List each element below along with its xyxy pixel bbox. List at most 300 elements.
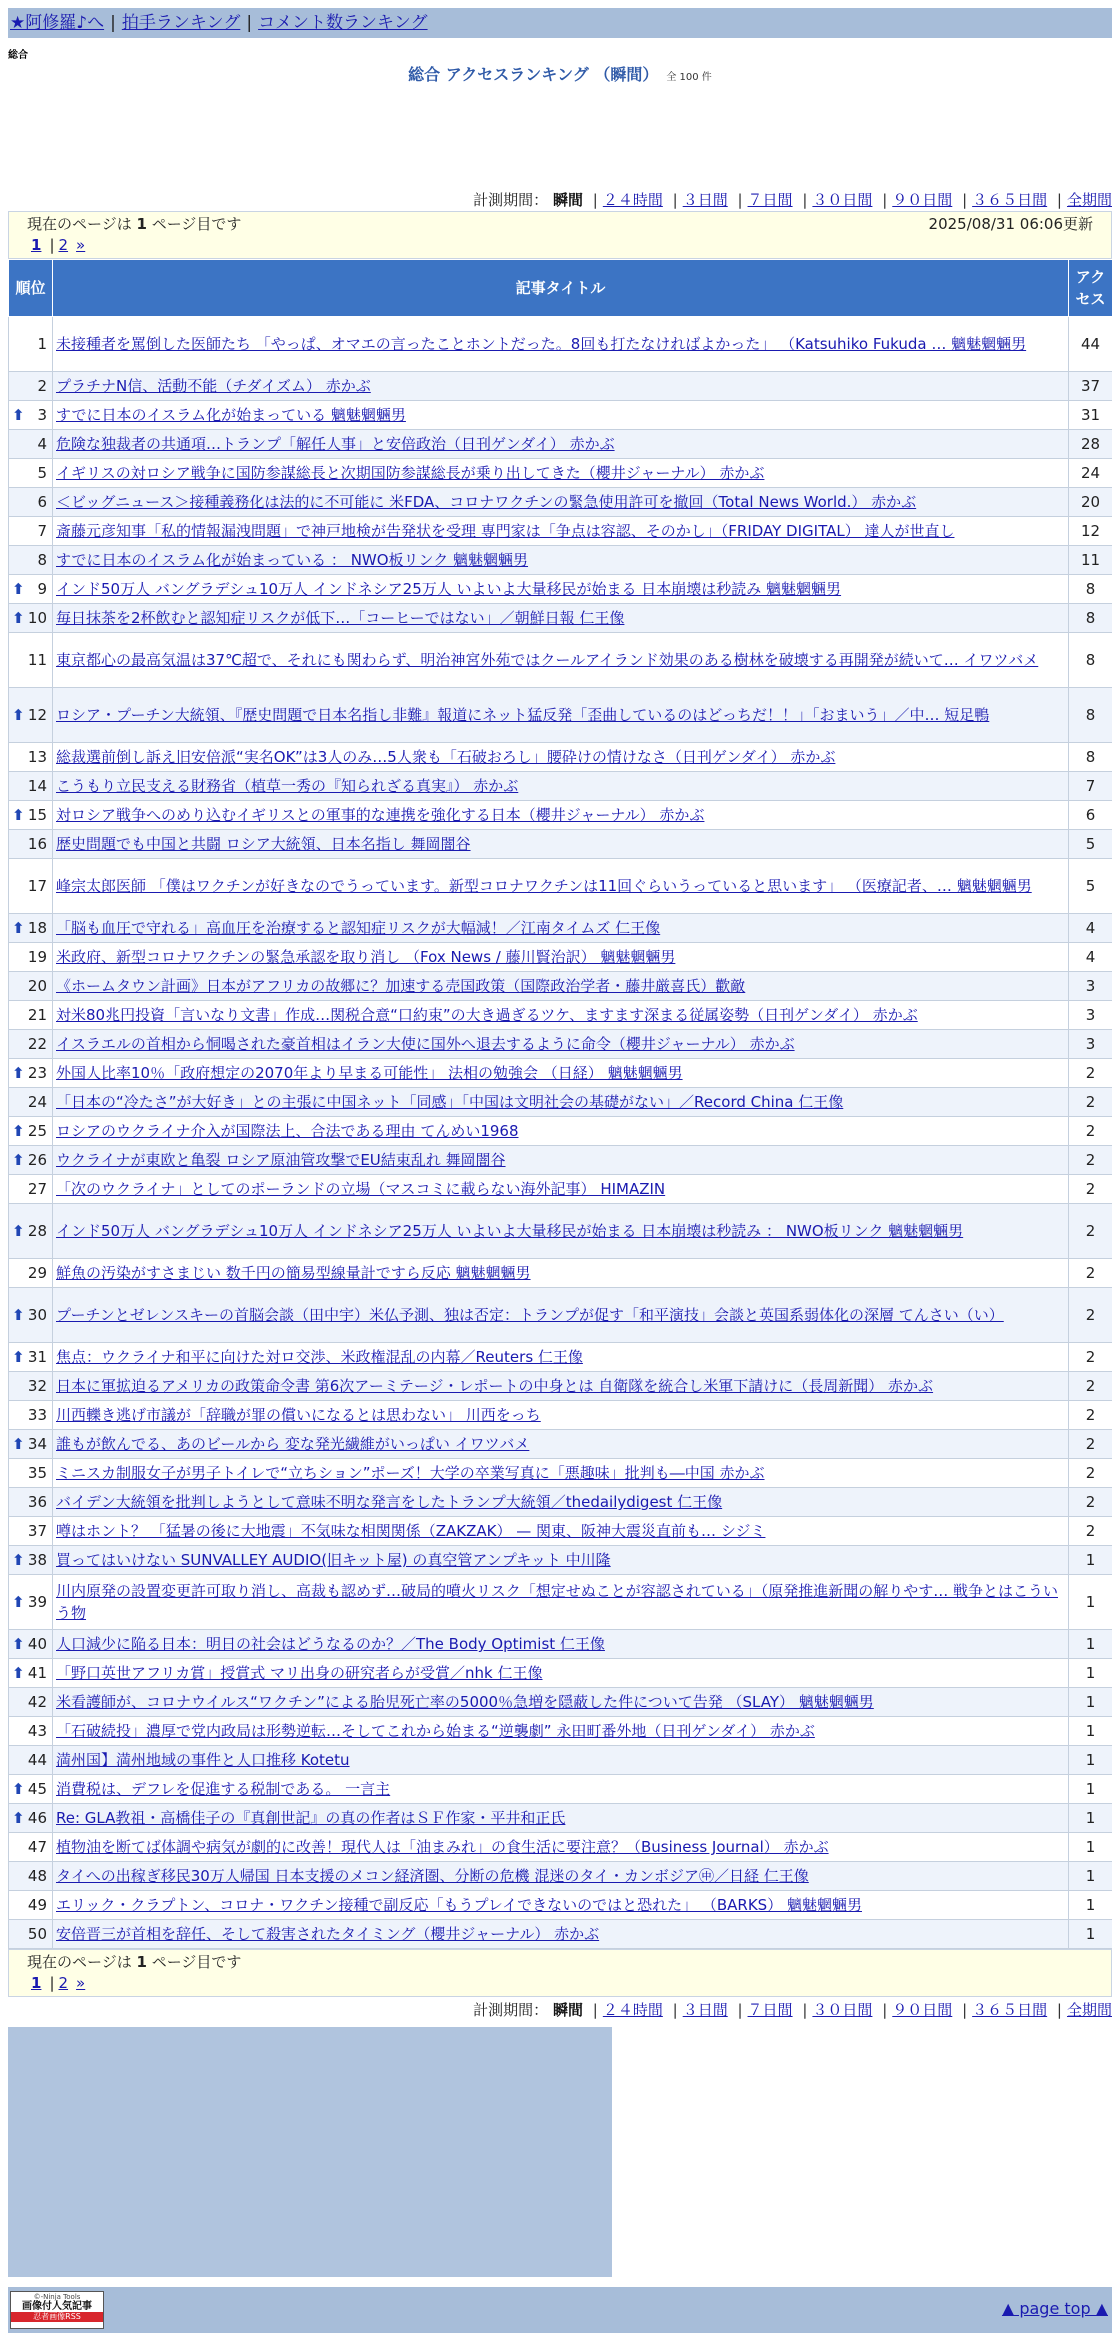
period-separator: | xyxy=(673,191,678,209)
rank-up-arrow-icon: ⬆ xyxy=(12,607,25,629)
ranking-row xyxy=(9,1001,1112,1030)
access-count: 2 xyxy=(1069,1288,1112,1343)
pager-top xyxy=(8,211,1112,259)
article-link[interactable]: 「野口英世アフリカ賞」授賞式 マリ出身の研究者らが受賞／nhk 仁王像 xyxy=(56,1664,543,1682)
rank-cell xyxy=(9,1001,53,1030)
access-count: 3 xyxy=(1069,1030,1112,1059)
rank-cell xyxy=(9,459,53,488)
period-90d-link[interactable]: ９０日間 xyxy=(892,191,952,209)
article-link[interactable]: 満州国】満州地域の事件と人口推移 Kotetu xyxy=(56,1751,350,1769)
access-count: 2 xyxy=(1069,1204,1112,1259)
ranking-row xyxy=(9,1862,1112,1891)
article-link[interactable]: 未接種者を罵倒した医師たち 「やっぱ、オマエの言ったことホントだった。8回も打たなければよかった」 （Katsuhiko Fukuda … 魑魅魍魎男 xyxy=(56,335,1026,353)
rank-cell xyxy=(9,517,53,546)
col-access-header: アクセス xyxy=(1069,260,1112,317)
rank-up-arrow-icon: ⬆ xyxy=(12,404,25,426)
article-link[interactable]: 「次のウクライナ」としてのポーランドの立場（マスコミに載らない海外記事） HIMAZIN xyxy=(56,1180,665,1198)
access-count: 2 xyxy=(1069,1372,1112,1401)
article-link[interactable]: 日本に軍拡迫るアメリカの政策命令書 第6次アーミテージ・レポートの中身とは 自衛隊を統合し米軍下請けに（長周新聞） 赤かぶ xyxy=(56,1377,933,1395)
article-link[interactable]: インド50万人 バングラデシュ10万人 インドネシア25万人 いよいよ大量移民が始まる 日本崩壊は秒読み 魑魅魍魎男 xyxy=(56,580,841,598)
rank-cell xyxy=(9,1891,53,1920)
rank-number: 21 xyxy=(28,1006,47,1024)
rank-number: 19 xyxy=(28,948,47,966)
article-link[interactable]: ＜ビッグニュース＞接種義務化は法的に不可能に 米FDA、コロナワクチンの緊急使用許可を撤回（Total News World.） 赤かぶ xyxy=(56,493,916,511)
rank-cell xyxy=(9,1343,53,1372)
rank-cell xyxy=(9,1030,53,1059)
rank-up-arrow-icon: ⬆ xyxy=(12,1807,25,1829)
title-cell xyxy=(53,317,1069,372)
title-cell xyxy=(53,575,1069,604)
article-link[interactable]: ウクライナが東欧と亀裂 ロシア原油管攻撃でEU結束乱れ 舞岡闇谷 xyxy=(56,1151,506,1169)
rank-number: 24 xyxy=(28,1093,47,1111)
access-count: 4 xyxy=(1069,914,1112,943)
pager-page-number: 1 xyxy=(136,1953,146,1971)
article-link[interactable]: 対米80兆円投資「言いなり文書」作成…関税合意“口約束”の大き過ぎるツケ、ますます深まる従属姿勢（日刊ゲンダイ） 赤かぶ xyxy=(56,1006,918,1024)
rank-number: 47 xyxy=(28,1838,47,1856)
rank-number: 32 xyxy=(28,1377,47,1395)
rank-cell xyxy=(9,1488,53,1517)
rank-number: 22 xyxy=(28,1035,47,1053)
title-cell xyxy=(53,1175,1069,1204)
article-link[interactable]: インド50万人 バングラデシュ10万人 インドネシア25万人 いよいよ大量移民が始まる 日本崩壊は秒読み ： NWO板リンク 魑魅魍魎男 xyxy=(56,1222,963,1240)
article-link[interactable]: 「石破続投」濃厚で党内政局は形勢逆転…そしてこれから始まる“逆襲劇” 永田町番外地（日刊ゲンダイ） 赤かぶ xyxy=(56,1722,815,1740)
ranking-row xyxy=(9,688,1112,743)
access-count: 8 xyxy=(1069,604,1112,633)
period-365d-link[interactable]: ３６５日間 xyxy=(972,191,1047,209)
ranking-row xyxy=(9,1088,1112,1117)
ranking-row xyxy=(9,772,1112,801)
title-cell xyxy=(53,430,1069,459)
rank-number: 2 xyxy=(37,377,47,395)
rank-number: 31 xyxy=(28,1348,47,1366)
period-selector-bottom xyxy=(8,1999,1112,2021)
top-nav xyxy=(8,8,1112,38)
period-24h-link[interactable]: ２４時間 xyxy=(603,2001,663,2019)
ranking-row xyxy=(9,1688,1112,1717)
article-link[interactable]: バイデン大統領を批判しようとして意味不明な発言をしたトランプ大統領／thedailydigest 仁王像 xyxy=(56,1493,722,1511)
rank-cell xyxy=(9,1372,53,1401)
ninja-tools-logo[interactable] xyxy=(10,2291,104,2329)
page-2-link[interactable]: 2 xyxy=(59,236,69,254)
article-link[interactable]: 米看護師が、コロナウイルス“ワクチン”による胎児死亡率の5000％急増を隠蔽した件について告発 （SLAY） 魑魅魍魎男 xyxy=(56,1693,874,1711)
access-count: 8 xyxy=(1069,688,1112,743)
rank-up-arrow-icon: ⬆ xyxy=(12,1149,25,1171)
article-link[interactable]: 買ってはいけない SUNVALLEY AUDIO(旧キット屋) の真空管アンプキット 中川隆 xyxy=(56,1551,611,1569)
pager-separator: | xyxy=(49,1974,54,1992)
access-count: 1 xyxy=(1069,1575,1112,1630)
access-count: 8 xyxy=(1069,575,1112,604)
rank-cell xyxy=(9,1775,53,1804)
rank-cell xyxy=(9,1259,53,1288)
updated-timestamp: 2025/08/31 06:06更新 xyxy=(929,214,1093,235)
rank-cell xyxy=(9,317,53,372)
period-3d-link[interactable]: ３日間 xyxy=(683,191,728,209)
ranking-row xyxy=(9,575,1112,604)
access-count: 1 xyxy=(1069,1920,1112,1949)
period-30d-link[interactable]: ３０日間 xyxy=(812,191,872,209)
article-link[interactable]: 危険な独裁者の共通項…トランプ「解任人事」と安倍政治（日刊ゲンダイ） 赤かぶ xyxy=(56,435,615,453)
period-separator: | xyxy=(1057,2001,1062,2019)
rank-up-arrow-icon: ⬆ xyxy=(12,1220,25,1242)
access-count: 2 xyxy=(1069,1259,1112,1288)
access-count: 1 xyxy=(1069,1746,1112,1775)
rank-number: 17 xyxy=(28,877,47,895)
access-count: 1 xyxy=(1069,1775,1112,1804)
title-cell xyxy=(53,1146,1069,1175)
rank-number: 44 xyxy=(28,1751,47,1769)
applause-ranking-link[interactable]: 拍手ランキング xyxy=(122,13,241,33)
access-count: 1 xyxy=(1069,1688,1112,1717)
rank-number: 3 xyxy=(37,406,47,424)
article-link[interactable]: 鮮魚の汚染がすさまじい 数千円の簡易型線量計ですら反応 魑魅魍魎男 xyxy=(56,1264,531,1282)
ranking-row xyxy=(9,1030,1112,1059)
access-count: 28 xyxy=(1069,430,1112,459)
ranking-row xyxy=(9,1546,1112,1575)
ranking-row xyxy=(9,1920,1112,1949)
rank-cell xyxy=(9,1288,53,1343)
rank-cell xyxy=(9,575,53,604)
article-link[interactable]: ミニスカ制服女子が男子トイレで“立ちション”ポーズ！大学の卒業写真に「悪趣味」批判も―中国 赤かぶ xyxy=(56,1464,765,1482)
title-cell xyxy=(53,1459,1069,1488)
article-link[interactable]: 誰もが飲んでる、あのビールから 変な発光繊維がいっぱい イワツバメ xyxy=(56,1435,529,1453)
rank-number: 37 xyxy=(28,1522,47,1540)
title-cell xyxy=(53,546,1069,575)
access-count: 2 xyxy=(1069,1059,1112,1088)
rank-cell xyxy=(9,401,53,430)
period-90d-link[interactable]: ９０日間 xyxy=(892,2001,952,2019)
article-link[interactable]: エリック・クラプトン、コロナ・ワクチン接種で副反応「もうプレイできないのではと恐れた」 （BARKS） 魑魅魍魎男 xyxy=(56,1896,862,1914)
period-all-link[interactable]: 全期間 xyxy=(1067,2001,1112,2019)
article-link[interactable]: 歴史問題でも中国と共闘 ロシア大統領、日本名指し 舞岡闇谷 xyxy=(56,835,471,853)
period-365d-link[interactable]: ３６５日間 xyxy=(972,2001,1047,2019)
rank-cell xyxy=(9,1804,53,1833)
ranking-row xyxy=(9,1175,1112,1204)
rank-number: 40 xyxy=(28,1635,47,1653)
next-page-link[interactable]: » xyxy=(76,1974,85,1992)
ranking-row xyxy=(9,604,1112,633)
rank-number: 34 xyxy=(28,1435,47,1453)
article-link[interactable]: 対ロシア戦争へのめり込むイギリスとの軍事的な連携を強化する日本（櫻井ジャーナル） 赤かぶ xyxy=(56,806,704,824)
period-separator: | xyxy=(737,2001,742,2019)
rank-number: 29 xyxy=(28,1264,47,1282)
rank-cell xyxy=(9,801,53,830)
rank-number: 39 xyxy=(28,1593,47,1611)
article-link[interactable]: 「脳も血圧で守れる」高血圧を治療すると認知症リスクが大幅減！／江南タイムズ 仁王像 xyxy=(56,919,660,937)
footer-bar xyxy=(8,2287,1112,2333)
period-separator: | xyxy=(962,191,967,209)
rank-cell xyxy=(9,1117,53,1146)
rank-number: 14 xyxy=(28,777,47,795)
access-count: 2 xyxy=(1069,1430,1112,1459)
rank-number: 38 xyxy=(28,1551,47,1569)
ranking-row xyxy=(9,1630,1112,1659)
rank-number: 11 xyxy=(28,651,47,669)
access-count: 11 xyxy=(1069,546,1112,575)
article-link[interactable]: 消費税は、デフレを促進する税制である。 一言主 xyxy=(56,1780,390,1798)
logo-line-2: 画像付人気記事 xyxy=(11,2302,103,2312)
ranking-heading: 総合 アクセスランキング （瞬間） xyxy=(408,65,658,84)
article-link[interactable]: プラチナN信、活動不能（チダイズム） 赤かぶ xyxy=(56,377,371,395)
access-count: 2 xyxy=(1069,1146,1112,1175)
title-cell xyxy=(53,1372,1069,1401)
page xyxy=(8,8,1112,2333)
ranking-row xyxy=(9,1146,1112,1175)
period-all-link[interactable]: 全期間 xyxy=(1067,191,1112,209)
article-link[interactable]: 峰宗太郎医師 「僕はワクチンが好きなのでうっています。新型コロナワクチンは11回ぐらいうっていると思います」 （医療記者、… 魑魅魍魎男 xyxy=(56,877,1032,895)
period-label: 計測期間： xyxy=(473,2001,548,2019)
title-cell xyxy=(53,1517,1069,1546)
ranking-row xyxy=(9,1575,1112,1630)
ranking-row xyxy=(9,1746,1112,1775)
article-link[interactable]: 噂はホント？ 「猛暑の後に大地震」不気味な相関関係（ZAKZAK） — 関東、阪神大震災直前も… シジミ xyxy=(56,1522,765,1540)
article-link[interactable]: 外国人比率10％「政府想定の2070年より早まる可能性」 法相の勉強会 （日経） 魑魅魍魎男 xyxy=(56,1064,683,1082)
ranking-row xyxy=(9,401,1112,430)
rank-cell xyxy=(9,914,53,943)
article-link[interactable]: 植物油を断てば体調や病気が劇的に改善！現代人は「油まみれ」の食生活に要注意？（Business Journal） 赤かぶ xyxy=(56,1838,829,1856)
rank-up-arrow-icon: ⬆ xyxy=(12,578,25,600)
home-link[interactable]: ★阿修羅♪へ xyxy=(10,13,104,33)
access-count: 1 xyxy=(1069,1833,1112,1862)
page-links xyxy=(27,235,1093,256)
ranking-row xyxy=(9,1401,1112,1430)
article-link[interactable]: 斎藤元彦知事「私的情報漏洩問題」で神戸地検が告発状を受理 専門家は「争点は容認、そのかし」（FRIDAY DIGITAL） 達人が世直し xyxy=(56,522,954,540)
ranking-row xyxy=(9,1259,1112,1288)
ranking-row xyxy=(9,830,1112,859)
rank-cell xyxy=(9,1401,53,1430)
article-link[interactable]: 「日本の“冷たさ”が大好き」との主張に中国ネット「同感」「中国は文明社会の基礎がない」／Record China 仁王像 xyxy=(56,1093,843,1111)
article-link[interactable]: Re: GLA教祖・高橋佳子の『真創世記』の真の作者はＳＦ作家・平井和正氏 xyxy=(56,1809,565,1827)
current-page-text xyxy=(27,214,241,235)
total-count: 全 100 件 xyxy=(666,72,711,83)
rank-cell xyxy=(9,1717,53,1746)
ranking-row xyxy=(9,1459,1112,1488)
rank-up-arrow-icon: ⬆ xyxy=(12,1433,25,1455)
access-count: 2 xyxy=(1069,1343,1112,1372)
rank-cell xyxy=(9,830,53,859)
period-separator: | xyxy=(593,2001,598,2019)
title-cell xyxy=(53,1343,1069,1372)
rank-cell xyxy=(9,1459,53,1488)
title-cell xyxy=(53,1204,1069,1259)
title-cell xyxy=(53,1688,1069,1717)
title-cell xyxy=(53,517,1069,546)
article-link[interactable]: すでに日本のイスラム化が始まっている ： NWO板リンク 魑魅魍魎男 xyxy=(56,551,528,569)
pager-text: 現在のページは xyxy=(27,1953,132,1971)
article-link[interactable]: イスラエルの首相から恫喝された豪首相はイラン大使に国外へ退去するように命令（櫻井ジャーナル） 赤かぶ xyxy=(56,1035,795,1053)
page-1-link[interactable]: 1 xyxy=(31,236,41,254)
rank-cell xyxy=(9,772,53,801)
access-count: 1 xyxy=(1069,1891,1112,1920)
rank-number: 36 xyxy=(28,1493,47,1511)
ranking-row xyxy=(9,1117,1112,1146)
article-link[interactable]: 東京都心の最高気温は37℃超で、それにも関わらず、明治神宮外苑ではクールアイランド効果のある樹林を破壊する再開発が続いて… イワツバメ xyxy=(56,651,1038,669)
comment-ranking-link[interactable]: コメント数ランキング xyxy=(258,13,428,33)
title-cell xyxy=(53,633,1069,688)
title-cell xyxy=(53,859,1069,914)
rank-cell xyxy=(9,546,53,575)
ranking-row xyxy=(9,372,1112,401)
article-link[interactable]: タイへの出稼ぎ移民30万人帰国 日本支援のメコン経済圏、分断の危機 混迷のタイ・カンボジア㊥／日経 仁王像 xyxy=(56,1867,809,1885)
rank-up-arrow-icon: ⬆ xyxy=(12,1346,25,1368)
article-link[interactable]: 米政府、新型コロナワクチンの緊急承認を取り消し （Fox News / 藤川賢治訳） 魑魅魍魎男 xyxy=(56,948,675,966)
page-1-link[interactable]: 1 xyxy=(31,1974,41,1992)
rank-cell xyxy=(9,1688,53,1717)
rank-number: 4 xyxy=(37,435,47,453)
access-count: 2 xyxy=(1069,1459,1112,1488)
period-30d-link[interactable]: ３０日間 xyxy=(812,2001,872,2019)
ranking-row xyxy=(9,459,1112,488)
rank-number: 5 xyxy=(37,464,47,482)
access-count: 3 xyxy=(1069,972,1112,1001)
period-7d-link[interactable]: ７日間 xyxy=(748,191,793,209)
title-cell xyxy=(53,1833,1069,1862)
access-count: 1 xyxy=(1069,1717,1112,1746)
title-cell xyxy=(53,1030,1069,1059)
rank-cell xyxy=(9,972,53,1001)
access-count: 24 xyxy=(1069,459,1112,488)
title-cell xyxy=(53,1288,1069,1343)
rank-number: 30 xyxy=(28,1306,47,1324)
rank-cell xyxy=(9,1659,53,1688)
category-label: 総合 xyxy=(8,46,1112,58)
access-count: 2 xyxy=(1069,1088,1112,1117)
period-separator: | xyxy=(802,191,807,209)
rank-number: 13 xyxy=(28,748,47,766)
rank-number: 16 xyxy=(28,835,47,853)
period-separator: | xyxy=(673,2001,678,2019)
rank-up-arrow-icon: ⬆ xyxy=(12,1304,25,1326)
period-current: 瞬間 xyxy=(553,191,583,209)
pager-suffix: ページ目です xyxy=(152,1953,242,1971)
article-link[interactable]: ロシア・プーチン大統領、『歴史問題で日本名指し非難』報道にネット猛反発「歪曲しているのはどっちだ！！」「おまいう」／中… 短足鴨 xyxy=(56,706,989,724)
rank-cell xyxy=(9,859,53,914)
ranking-row xyxy=(9,1372,1112,1401)
article-link[interactable]: 川西轢き逃げ市議が「辞職が罪の償いになるとは思わない」 川西をっち xyxy=(56,1406,541,1424)
period-separator: | xyxy=(962,2001,967,2019)
rank-number: 20 xyxy=(28,977,47,995)
ranking-row xyxy=(9,1288,1112,1343)
period-separator: | xyxy=(802,2001,807,2019)
period-24h-link[interactable]: ２４時間 xyxy=(603,191,663,209)
rank-number: 7 xyxy=(37,522,47,540)
title-cell xyxy=(53,1920,1069,1949)
access-count: 7 xyxy=(1069,772,1112,801)
article-link[interactable]: ロシアのウクライナ介入が国際法上、合法である理由 てんめい1968 xyxy=(56,1122,519,1140)
article-link[interactable]: イギリスの対ロシア戦争に国防参謀総長と次期国防参謀総長が乗り出してきた（櫻井ジャーナル） 赤かぶ xyxy=(56,464,764,482)
rank-number: 48 xyxy=(28,1867,47,1885)
article-link[interactable]: 安倍晋三が首相を辞任、そして殺害されたタイミング（櫻井ジャーナル） 赤かぶ xyxy=(56,1925,599,1943)
ranking-row xyxy=(9,943,1112,972)
rank-number: 23 xyxy=(28,1064,47,1082)
article-link[interactable]: 《ホームタウン計画》日本がアフリカの故郷に？加速する売国政策（国際政治学者・藤井厳喜氏）歡敵 xyxy=(56,977,745,995)
rank-cell xyxy=(9,633,53,688)
article-link[interactable]: こうもり立民支える財務省（植草一秀の『知られざる真実』） 赤かぶ xyxy=(56,777,518,795)
rank-cell xyxy=(9,943,53,972)
pager-suffix: ページ目です xyxy=(152,215,242,233)
rank-cell xyxy=(9,1059,53,1088)
period-3d-link[interactable]: ３日間 xyxy=(683,2001,728,2019)
title-cell xyxy=(53,1059,1069,1088)
period-current: 瞬間 xyxy=(553,2001,583,2019)
title-cell xyxy=(53,1575,1069,1630)
article-link[interactable]: 川内原発の設置変更許可取り消し、高裁も認めず…破局的噴火リスク「想定せぬことが容認されている」（原発推進新聞の解りやす… 戦争とはこういう物 xyxy=(56,1582,1058,1622)
period-label: 計測期間： xyxy=(473,191,548,209)
rank-up-arrow-icon: ⬆ xyxy=(12,1633,25,1655)
page-top-link[interactable]: ▲ page top ▲ xyxy=(1002,2299,1108,2318)
period-separator: | xyxy=(593,191,598,209)
access-count: 2 xyxy=(1069,1117,1112,1146)
article-link[interactable]: すでに日本のイスラム化が始まっている 魑魅魍魎男 xyxy=(56,406,406,424)
article-link[interactable]: プーチンとゼレンスキーの首脳会談（田中宇）米仏予測、独は否定：トランプが促す「和平演技」会談と英国系弱体化の深層 てんさい（い） xyxy=(56,1306,1004,1324)
access-count: 1 xyxy=(1069,1546,1112,1575)
access-count: 1 xyxy=(1069,1804,1112,1833)
access-count: 8 xyxy=(1069,633,1112,688)
rank-number: 8 xyxy=(37,551,47,569)
rank-cell xyxy=(9,1833,53,1862)
rank-up-arrow-icon: ⬆ xyxy=(12,917,25,939)
title-cell xyxy=(53,1775,1069,1804)
title-cell xyxy=(53,1001,1069,1030)
ranking-row xyxy=(9,1775,1112,1804)
current-page-text xyxy=(27,1952,241,1973)
access-count: 31 xyxy=(1069,401,1112,430)
rank-number: 15 xyxy=(28,806,47,824)
rank-up-arrow-icon: ⬆ xyxy=(12,1662,25,1684)
col-rank-header: 順位 xyxy=(9,260,53,317)
title-cell xyxy=(53,372,1069,401)
access-count: 12 xyxy=(1069,517,1112,546)
rank-cell xyxy=(9,1862,53,1891)
rank-up-arrow-icon: ⬆ xyxy=(12,704,25,726)
rank-cell xyxy=(9,1146,53,1175)
ranking-row xyxy=(9,633,1112,688)
title-cell xyxy=(53,914,1069,943)
article-link[interactable]: 毎日抹茶を2杯飲むと認知症リスクが低下…「コーヒーではない」／朝鮮日報 仁王像 xyxy=(56,609,624,627)
ranking-row xyxy=(9,546,1112,575)
rank-cell xyxy=(9,1920,53,1949)
title-cell xyxy=(53,488,1069,517)
title-cell xyxy=(53,1488,1069,1517)
article-link[interactable]: 総裁選前倒し訴え旧安倍派“実名OK”は3人のみ…5人衆も「石破おろし」腰砕けの情けなさ（日刊ゲンダイ） 赤かぶ xyxy=(56,748,835,766)
next-page-link[interactable]: » xyxy=(76,236,85,254)
nav-separator: | xyxy=(246,13,252,33)
pager-text: 現在のページは xyxy=(27,215,132,233)
ranking-row xyxy=(9,1659,1112,1688)
ad-placeholder xyxy=(8,2027,612,2277)
article-link[interactable]: 人口減少に陥る日本：明日の社会はどうなるのか？／The Body Optimist 仁王像 xyxy=(56,1635,605,1653)
rank-number: 18 xyxy=(28,919,47,937)
page-2-link[interactable]: 2 xyxy=(59,1974,69,1992)
title-cell xyxy=(53,1259,1069,1288)
rank-cell xyxy=(9,1517,53,1546)
title-cell xyxy=(53,830,1069,859)
ranking-rows xyxy=(9,317,1112,1949)
ranking-table xyxy=(8,259,1112,1949)
rank-up-arrow-icon: ⬆ xyxy=(12,1549,25,1571)
access-count: 2 xyxy=(1069,1488,1112,1517)
period-separator: | xyxy=(882,191,887,209)
rank-number: 43 xyxy=(28,1722,47,1740)
title-cell xyxy=(53,943,1069,972)
article-link[interactable]: 焦点：ウクライナ和平に向けた対ロ交渉、米政権混乱の内幕／Reuters 仁王像 xyxy=(56,1348,583,1366)
rank-number: 9 xyxy=(37,580,47,598)
title-cell xyxy=(53,401,1069,430)
access-count: 44 xyxy=(1069,317,1112,372)
access-count: 37 xyxy=(1069,372,1112,401)
period-7d-link[interactable]: ７日間 xyxy=(748,2001,793,2019)
rank-cell xyxy=(9,430,53,459)
rank-number: 35 xyxy=(28,1464,47,1482)
